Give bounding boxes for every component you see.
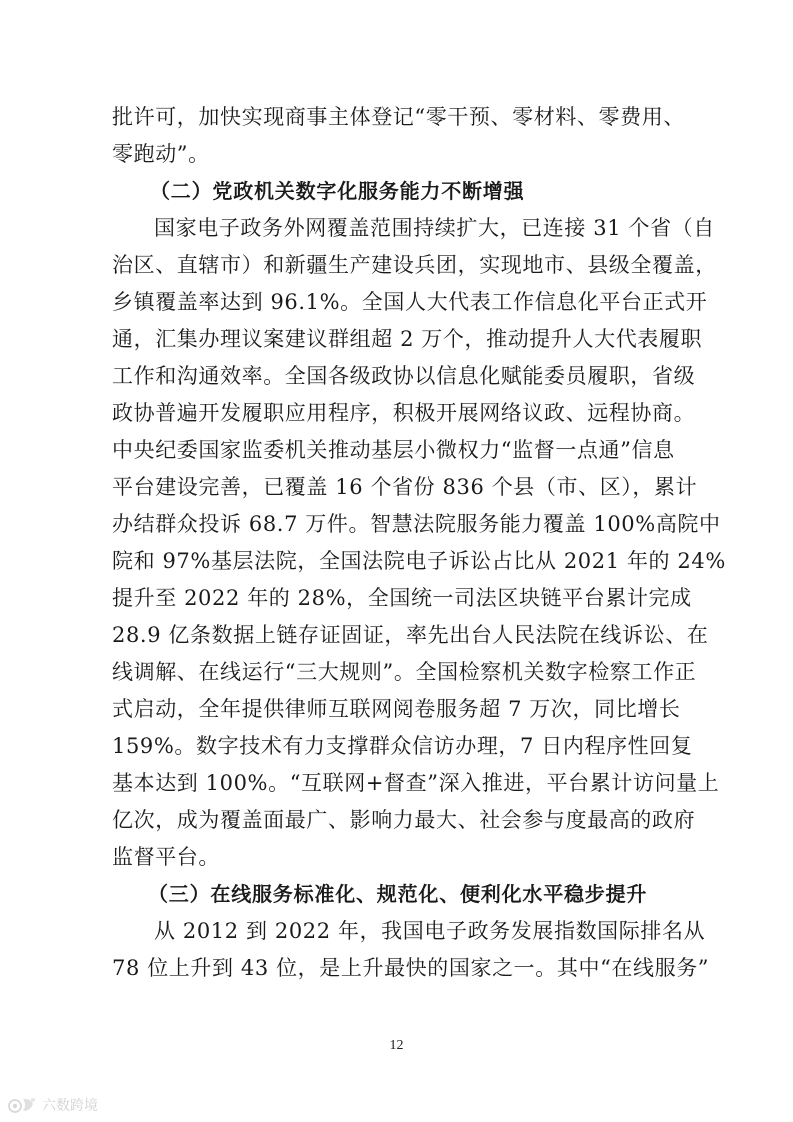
paragraph-line: 国家电子政务外网覆盖范围持续扩大，已连接 31 个省（自 <box>154 216 715 240</box>
paragraph-line: 零跑动”。 <box>112 142 210 166</box>
paragraph-line: 基本达到 100%。“互联网+督查”深入推进，平台累计访问量上 <box>112 771 720 795</box>
paragraph-line: 中央纪委国家监委机关推动基层小微权力“监督一点通”信息 <box>112 438 675 462</box>
paragraph-line: 治区、直辖市）和新疆生产建设兵团，实现地市、县级全覆盖， <box>112 253 717 277</box>
paragraph-line: 办结群众投诉 68.7 万件。智慧法院服务能力覆盖 100%高院中 <box>112 512 721 536</box>
page-number: 12 <box>389 1038 404 1053</box>
paragraph-line: 78 位上升到 43 位，是上升最快的国家之一。其中“在线服务” <box>112 956 710 980</box>
watermark <box>8 1094 98 1116</box>
section-heading: （三）在线服务标准化、规范化、便利化水平稳步提升 <box>148 882 648 906</box>
paragraph-line: 平台建设完善，已覆盖 16 个省份 836 个县（市、区），累计 <box>112 475 698 499</box>
paragraph-line: 从 2012 到 2022 年，我国电子政务发展指数国际排名从 <box>154 919 706 943</box>
paragraph-line: 监督平台。 <box>112 845 220 869</box>
watermark-logo-icon <box>8 1096 38 1114</box>
paragraph-line: 式启动，全年提供律师互联网阅卷服务超 7 万次，同比增长 <box>112 697 681 721</box>
paragraph-line: 159%。数字技术有力支撑群众信访办理，7 日内程序性回复 <box>112 734 693 758</box>
paragraph-line: 工作和沟通效率。全国各级政协以信息化赋能委员履职，省级 <box>112 364 696 388</box>
watermark-text: 六数跨境 <box>42 1098 98 1114</box>
paragraph-line: 28.9 亿条数据上链存证固证，率先出台人民法院在线诉讼、在 <box>112 623 709 647</box>
paragraph-line: 亿次，成为覆盖面最广、影响力最大、社会参与度最高的政府 <box>112 808 696 832</box>
section-heading: （二）党政机关数字化服务能力不断增强 <box>150 179 525 203</box>
paragraph-line: 乡镇覆盖率达到 96.1%。全国人大代表工作信息化平台正式开 <box>112 290 708 314</box>
paragraph-line: 批许可，加快实现商事主体登记“零干预、零材料、零费用、 <box>112 105 685 129</box>
paragraph-line: 通，汇集办理议案建议群组超 2 万个，推动提升人大代表履职 <box>112 327 703 351</box>
paragraph-line: 政协普遍开发履职应用程序，积极开展网络议政、远程协商。 <box>112 401 696 425</box>
paragraph-line: 线调解、在线运行“三大规则”。全国检察机关数字检察工作正 <box>112 660 697 684</box>
paragraph-line: 提升至 2022 年的 28%，全国统一司法区块链平台累计完成 <box>112 586 692 610</box>
paragraph-line: 院和 97%基层法院，全国法院电子诉讼占比从 2021 年的 24% <box>112 549 726 573</box>
